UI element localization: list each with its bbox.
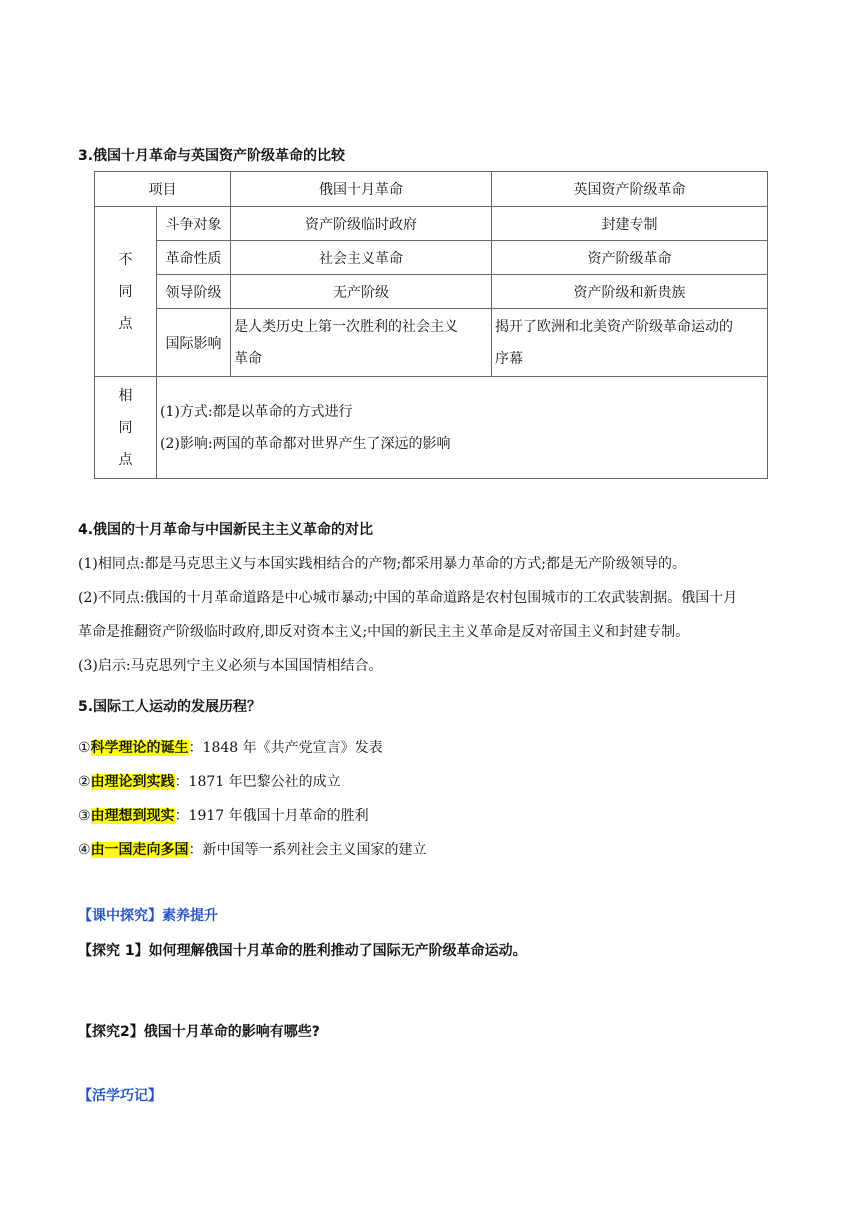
same-label: 相 同 点 xyxy=(95,377,157,479)
explore-question-1: 【探究 1】如何理解俄国十月革命的胜利推动了国际无产阶级革命运动。 xyxy=(78,943,527,959)
comparison-table xyxy=(94,171,768,479)
header-item: 项目 xyxy=(95,172,231,207)
section5-title: 5.国际工人运动的发展历程？ xyxy=(78,699,262,715)
aspect-cell: 国际影响 xyxy=(157,309,231,377)
table-row xyxy=(95,207,768,241)
russia-cell: 资产阶级临时政府 xyxy=(231,207,492,241)
england-cell: 资产阶级革命 xyxy=(492,241,768,275)
diff-label: 不 同 点 xyxy=(95,207,157,377)
section3-title: 3.俄国十月革命与英国资产阶级革命的比较 xyxy=(78,148,346,164)
list-item: ④由一国走向多国：新中国等一系列社会主义国家的建立 xyxy=(78,842,427,858)
list-item: ①科学理论的诞生：1848 年《共产党宣言》发表 xyxy=(78,740,383,756)
same-content: (1)方式:都是以革命的方式进行 (2)影响:两国的革命都对世界产生了深远的影响 xyxy=(157,377,768,479)
highlight-key: 由一国走向多国 xyxy=(90,842,189,858)
england-cell: 封建专制 xyxy=(492,207,768,241)
highlight-key: 科学理论的诞生 xyxy=(90,740,189,756)
explore-heading: 【课中探究】素养提升 xyxy=(78,908,218,924)
aspect-cell: 领导阶级 xyxy=(157,275,231,309)
england-cell: 资产阶级和新贵族 xyxy=(492,275,768,309)
section4-line: (2)不同点:俄国的十月革命道路是中心城市暴动;中国的革命道路是农村包围城市的工农武装割据。俄国十月 xyxy=(78,590,738,606)
table-row xyxy=(95,275,768,309)
explore-question-2: 【探究2】俄国十月革命的影响有哪些? xyxy=(78,1024,320,1040)
list-item: ②由理论到实践：1871 年巴黎公社的成立 xyxy=(78,774,341,790)
highlight-key: 由理想到现实 xyxy=(90,808,175,824)
list-item: ③由理想到现实：1917 年俄国十月革命的胜利 xyxy=(78,808,369,824)
memo-heading: 【活学巧记】 xyxy=(78,1088,162,1104)
section4-line: 革命是推翻资产阶级临时政府,即反对资本主义;中国的新民主主义革命是反对帝国主义和封建专制。 xyxy=(78,624,690,640)
header-russia: 俄国十月革命 xyxy=(231,172,492,207)
section4-line: (1)相同点:都是马克思主义与本国实践相结合的产物;都采用暴力革命的方式;都是无产阶级领导的。 xyxy=(78,556,686,572)
aspect-cell: 斗争对象 xyxy=(157,207,231,241)
russia-cell: 无产阶级 xyxy=(231,275,492,309)
table-row-same xyxy=(95,377,768,479)
section4-line: (3)启示:马克思列宁主义必须与本国国情相结合。 xyxy=(78,658,383,674)
highlight-key: 由理论到实践 xyxy=(90,774,175,790)
aspect-cell: 革命性质 xyxy=(157,241,231,275)
england-cell: 揭开了欧洲和北美资产阶级革命运动的 序幕 xyxy=(492,309,768,377)
table-row xyxy=(95,309,768,377)
section4-title: 4.俄国的十月革命与中国新民主主义革命的对比 xyxy=(78,522,374,538)
table-header-row xyxy=(95,172,768,207)
table-row xyxy=(95,241,768,275)
russia-cell: 社会主义革命 xyxy=(231,241,492,275)
russia-cell: 是人类历史上第一次胜利的社会主义 革命 xyxy=(231,309,492,377)
header-england: 英国资产阶级革命 xyxy=(492,172,768,207)
